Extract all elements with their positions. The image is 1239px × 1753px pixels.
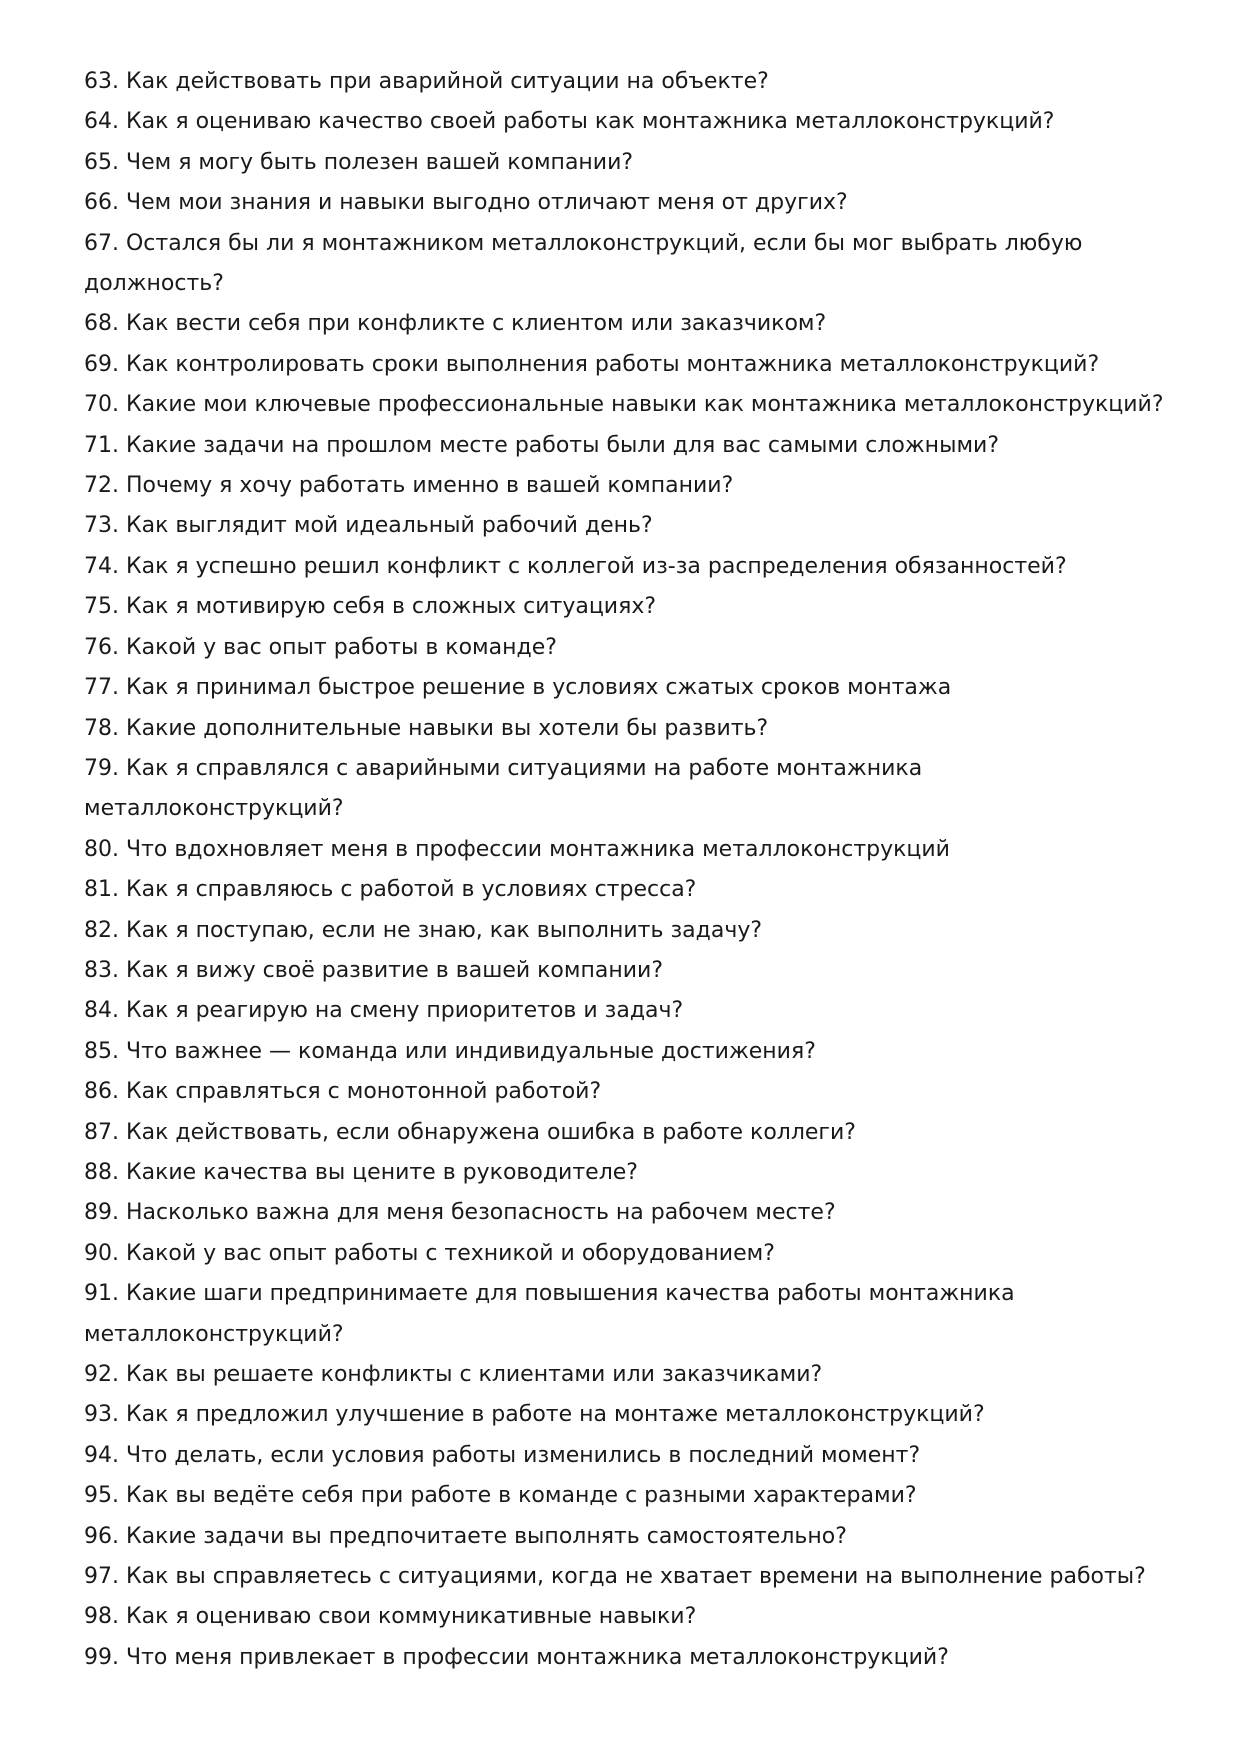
question-item: 70. Какие мои ключевые профессиональные навыки как монтажника металлоконструкций? bbox=[84, 392, 1164, 418]
question-item: 64. Как я оцениваю качество своей работы как монтажника металлоконструкций? bbox=[84, 109, 1055, 135]
question-item: 77. Как я принимал быстрое решение в условиях сжатых сроков монтажа bbox=[84, 675, 952, 701]
question-item: 67. Остался бы ли я монтажником металлоконструкций, если бы мог выбрать любую должность? bbox=[84, 230, 1083, 297]
question-item: 69. Как контролировать сроки выполнения работы монтажника металлоконструкций? bbox=[84, 351, 1100, 377]
question-item: 88. Какие качества вы цените в руководителе? bbox=[84, 1159, 638, 1185]
question-item: 81. Как я справляюсь с работой в условиях стресса? bbox=[84, 877, 697, 903]
question-item: 72. Почему я хочу работать именно в вашей компании? bbox=[84, 473, 734, 499]
question-item: 87. Как действовать, если обнаружена ошибка в работе коллеги? bbox=[84, 1119, 856, 1145]
question-item: 98. Как я оцениваю свои коммуникативные навыки? bbox=[84, 1604, 697, 1630]
question-item: 86. Как справляться с монотонной работой? bbox=[84, 1079, 602, 1105]
question-item: 76. Какой у вас опыт работы в команде? bbox=[84, 634, 557, 660]
question-item: 82. Как я поступаю, если не знаю, как выполнить задачу? bbox=[84, 917, 763, 943]
question-item: 66. Чем мои знания и навыки выгодно отличают меня от других? bbox=[84, 190, 848, 216]
question-item: 74. Как я успешно решил конфликт с коллегой из-за распределения обязанностей? bbox=[84, 553, 1067, 579]
question-item: 92. Как вы решаете конфликты с клиентами или заказчиками? bbox=[84, 1362, 823, 1387]
question-item: 83. Как я вижу своё развитие в вашей компании? bbox=[84, 957, 664, 983]
question-item: 65. Чем я могу быть полезен вашей компании? bbox=[84, 149, 634, 175]
question-item: 68. Как вести себя при конфликте с клиентом или заказчиком? bbox=[84, 311, 827, 337]
question-item: 95. Как вы ведёте себя при работе в команде с разными характерами? bbox=[84, 1483, 917, 1509]
question-item: 71. Какие задачи на прошлом месте работы были для вас самыми сложными? bbox=[84, 432, 1000, 458]
question-item: 97. Как вы справляетесь с ситуациями, когда не хватает времени на выполнение работы? bbox=[84, 1564, 1146, 1590]
question-item: 85. Что важнее — команда или индивидуальные достижения? bbox=[84, 1038, 816, 1064]
question-item: 90. Какой у вас опыт работы с техникой и оборудованием? bbox=[84, 1240, 775, 1266]
question-item: 63. Как действовать при аварийной ситуации на объекте? bbox=[84, 69, 769, 94]
question-item: 80. Что вдохновляет меня в профессии монтажника металлоконструкций bbox=[84, 836, 950, 862]
question-item: 78. Какие дополнительные навыки вы хотели бы развить? bbox=[84, 715, 769, 741]
question-item: 93. Как я предложил улучшение в работе на монтаже металлоконструкций? bbox=[84, 1402, 985, 1428]
question-item: 73. Как выглядит мой идеальный рабочий день? bbox=[84, 513, 653, 539]
question-item: 99. Что меня привлекает в профессии монтажника металлоконструкций? bbox=[84, 1644, 949, 1670]
question-item: 91. Какие шаги предпринимаете для повышения качества работы монтажника металлоконструкций? bbox=[84, 1281, 1015, 1347]
question-item: 84. Как я реагирую на смену приоритетов и задач? bbox=[84, 998, 684, 1024]
question-item: 79. Как я справлялся с аварийными ситуациями на работе монтажника металлоконструкций? bbox=[84, 755, 923, 822]
question-item: 75. Как я мотивирую себя в сложных ситуациях? bbox=[84, 594, 657, 620]
question-item: 89. Насколько важна для меня безопасность на рабочем месте? bbox=[84, 1200, 836, 1226]
question-item: 96. Какие задачи вы предпочитаете выполнять самостоятельно? bbox=[84, 1523, 847, 1549]
question-list bbox=[84, 62, 1164, 1678]
question-item: 94. Что делать, если условия работы изменились в последний момент? bbox=[84, 1442, 921, 1468]
